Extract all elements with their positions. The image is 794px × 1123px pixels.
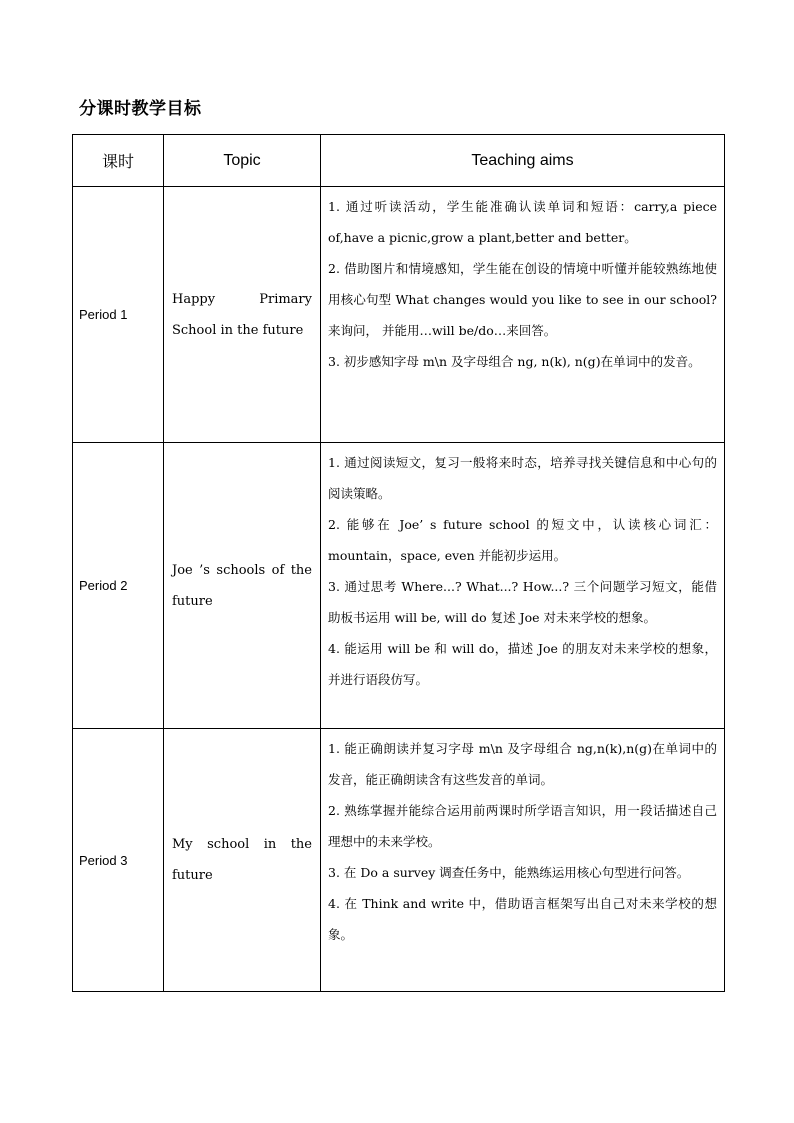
aim-item: 3. 通过思考 Where...? What...? How...? 三个问题学习短文，能借助板书运用 will be, will do 复述 Joe 对未来学校的想象。 (328, 579, 717, 625)
aim-item: 2. 能够在 Joe’ s future school 的短文中，认读核心词汇：mountain，space, even 并能初步运用。 (328, 517, 717, 563)
aim-item: 1. 通过听读活动，学生能准确认读单词和短语：carry,a piece of,have a picnic,grow a plant,better and better。 (328, 199, 717, 245)
aim-item: 1. 通过阅读短文，复习一般将来时态，培养寻找关键信息和中心句的阅读策略。 (328, 455, 717, 501)
table-row (73, 443, 725, 729)
period-cell: Period 1 (73, 187, 164, 443)
teaching-aims-table (72, 134, 725, 992)
aim-item: 4. 能运用 will be 和 will do，描述 Joe 的朋友对未来学校的想象，并进行语段仿写。 (328, 641, 717, 687)
topic-cell: Happy Primary School in the future (164, 187, 321, 443)
aim-item: 2. 借助图片和情境感知，学生能在创设的情境中听懂并能较熟练地使用核心句型 What changes would you like to see in our school?来询问， 并能用…will be/do…来回答。 (328, 261, 717, 338)
aim-item: 4. 在 Think and write 中，借助语言框架写出自己对未来学校的想象。 (328, 896, 717, 942)
aim-item: 2. 熟练掌握并能综合运用前两课时所学语言知识，用一段话描述自己理想中的未来学校。 (328, 803, 717, 849)
aims-cell (321, 187, 725, 443)
period-cell: Period 2 (73, 443, 164, 729)
table-row (73, 187, 725, 443)
header-topic: Topic (164, 135, 321, 187)
topic-cell: My school in the future (164, 729, 321, 992)
header-teaching-aims: Teaching aims (321, 135, 725, 187)
aim-item: 3. 初步感知字母 m\n 及字母组合 ng, n(k), n(g)在单词中的发音。 (328, 354, 701, 369)
table-row (73, 729, 725, 992)
aim-item: 3. 在 Do a survey 调查任务中，能熟练运用核心句型进行问答。 (328, 865, 690, 880)
aims-cell (321, 443, 725, 729)
header-period: 课时 (73, 135, 164, 187)
period-cell: Period 3 (73, 729, 164, 992)
topic-cell: Joe ’s schools of the future (164, 443, 321, 729)
aim-item: 1. 能正确朗读并复习字母 m\n 及字母组合 ng,n(k),n(g)在单词中的发音，能正确朗读含有这些发音的单词。 (328, 741, 717, 787)
aims-cell (321, 729, 725, 992)
page-title: 分课时教学目标 (79, 99, 202, 119)
